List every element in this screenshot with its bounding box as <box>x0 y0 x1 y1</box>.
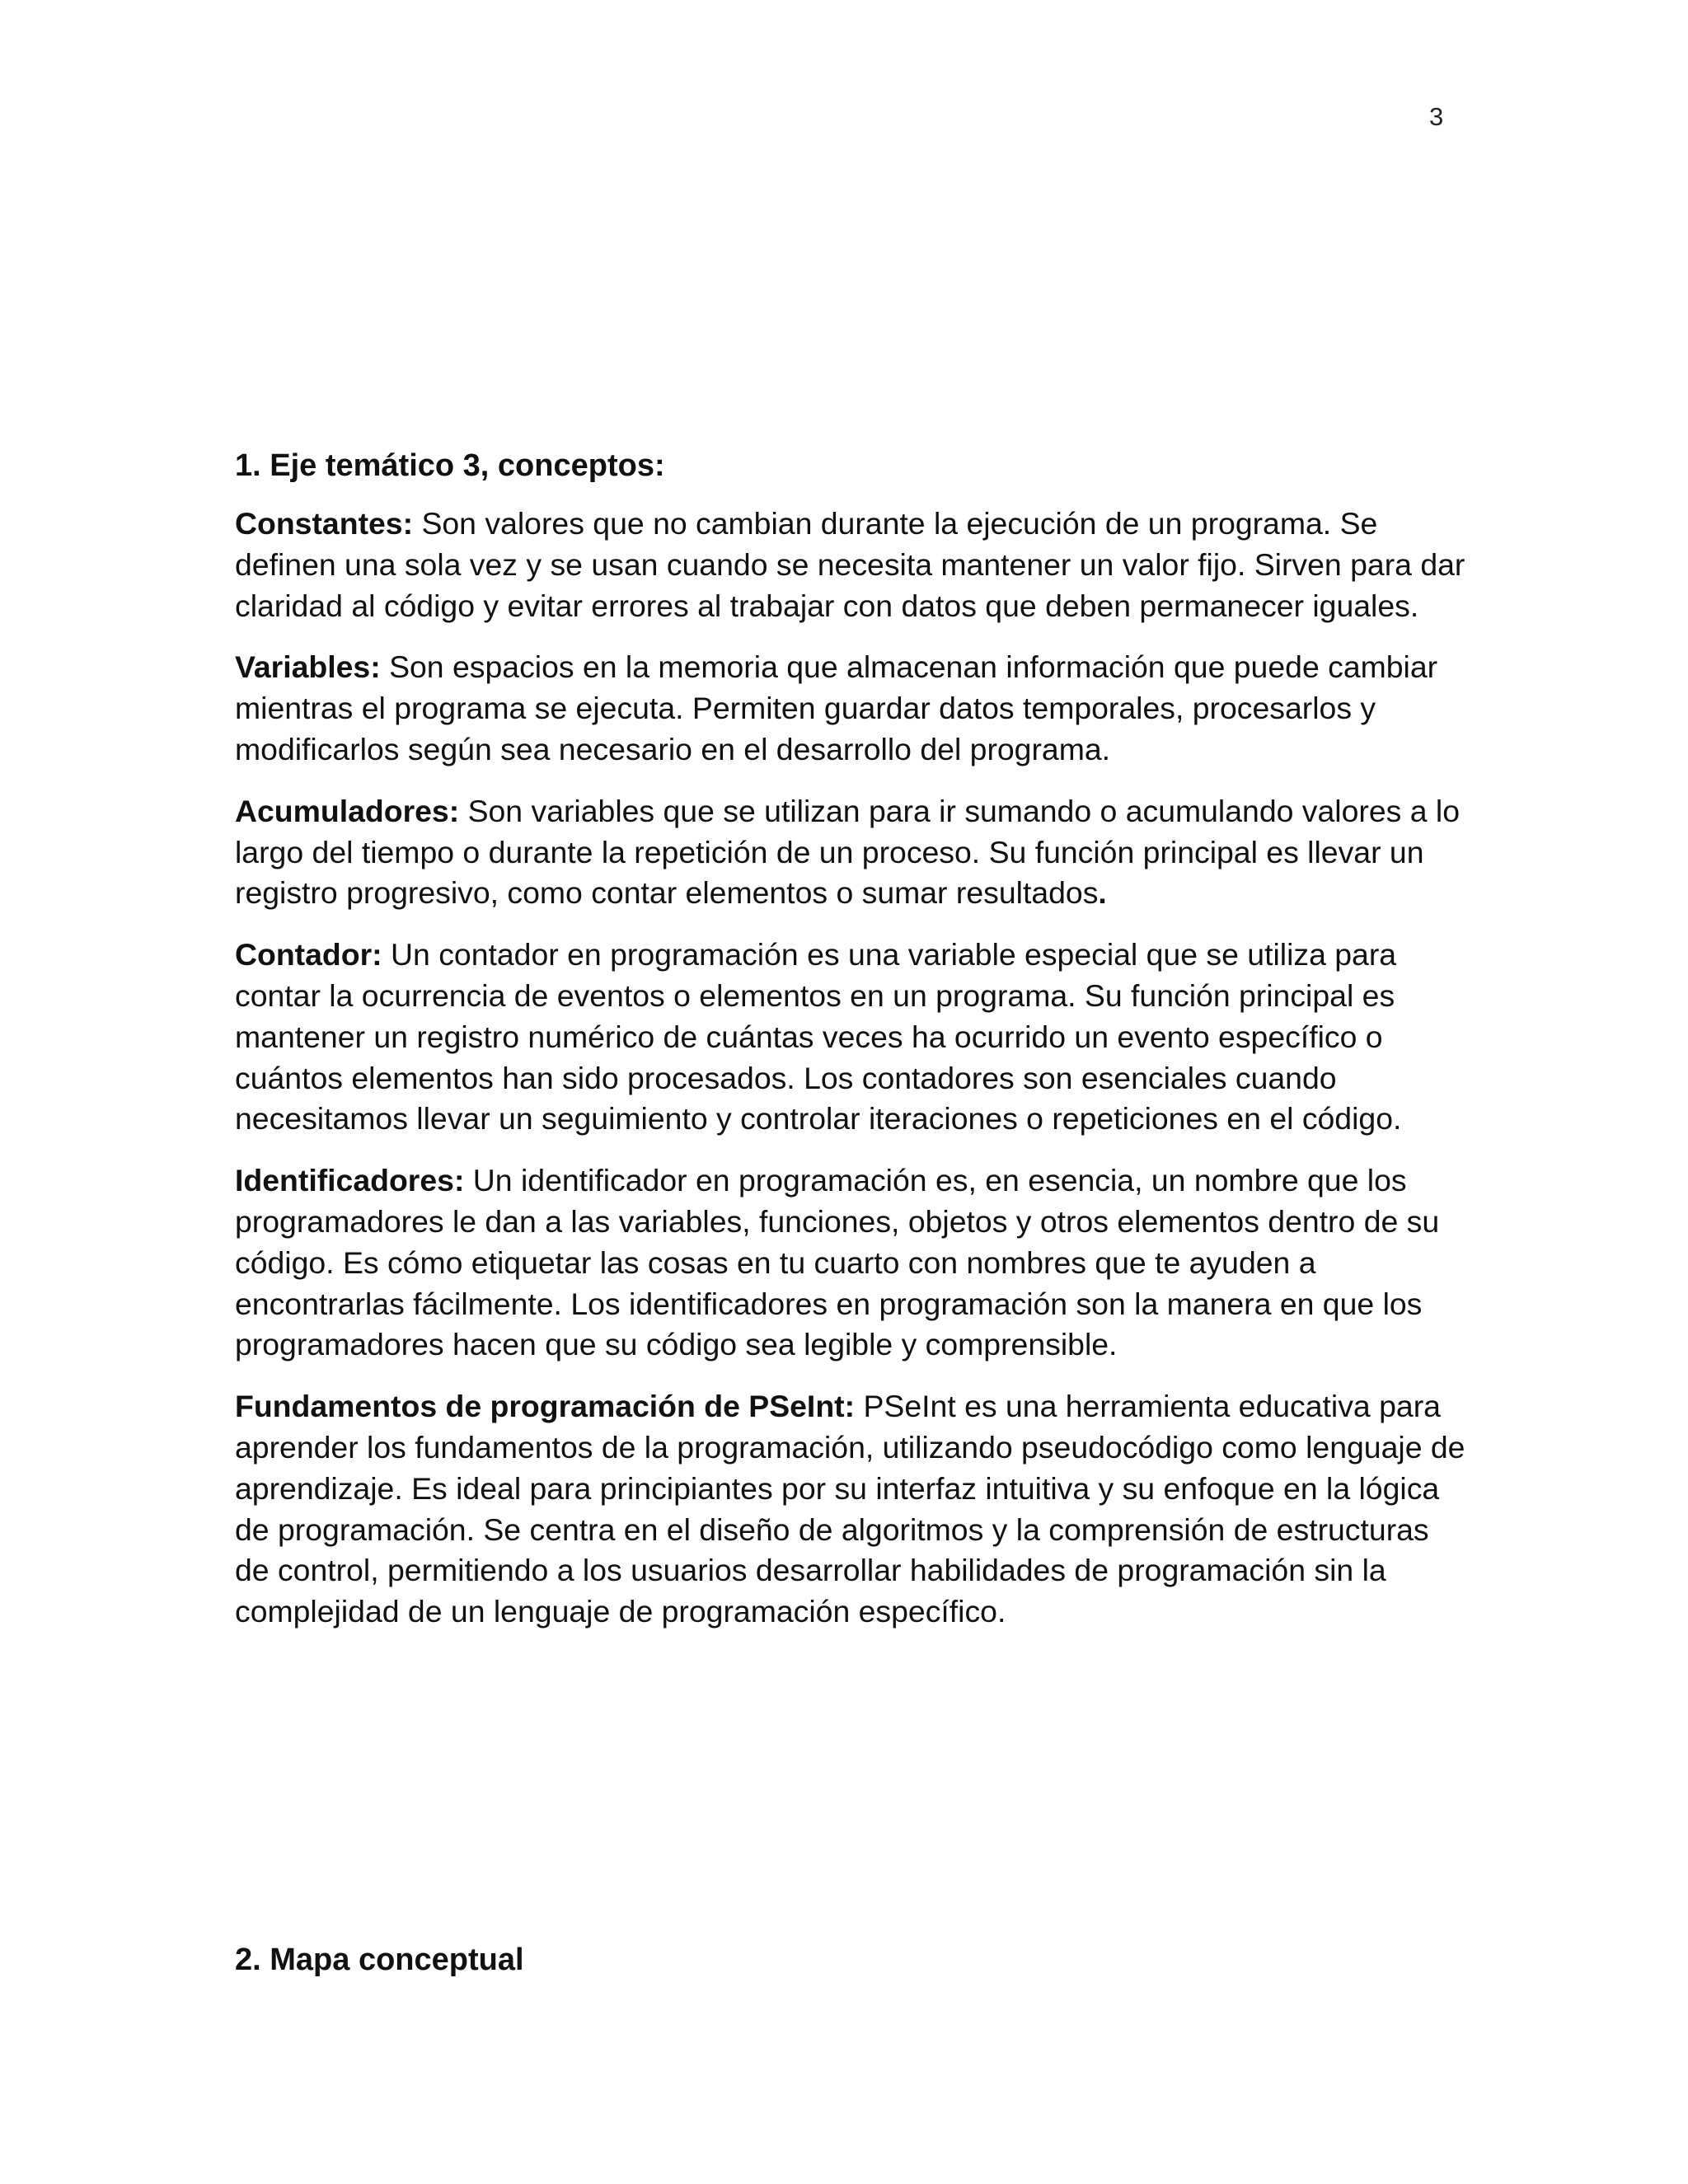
term-label: Variables: <box>235 649 381 685</box>
definition-identificadores <box>235 1160 1471 1366</box>
term-label: Acumuladores: <box>235 793 460 828</box>
definition-contador <box>235 935 1471 1140</box>
definition-text: PSeInt es una herramienta educativa para aprender los fundamentos de la programación, utilizando pseudocódigo como lenguaje de aprendizaje. Es ideal para principiantes por su interfaz intuitiva y su enfoque en la lógica de programación. Se centra en el diseño de algoritmos y la comprensión de estructuras de control, permitiendo a los usuarios desarrollar habilidades de programación sin la complejidad de un lenguaje de programación específico. <box>235 1389 1465 1629</box>
definition-text: Un identificador en programación es, en esencia, un nombre que los programadores le dan a las variables, funciones, objetos y otros elementos dentro de su código. Es cómo etiquetar las cosas en tu cuarto con nombres que te ayuden a encontrarlas fácilmente. Los identificadores en programación son la manera en que los programadores hacen que su código sea legible y comprensible. <box>235 1163 1440 1362</box>
definition-pseint <box>235 1386 1471 1633</box>
definition-text: Son valores que no cambian durante la ejecución de un programa. Se definen una sola vez y se usan cuando se necesita mantener un valor fijo. Sirven para dar claridad al código y evitar errores al trabajar con datos que deben permanecer iguales. <box>235 506 1465 623</box>
section-heading-mapa-conceptual: 2. Mapa conceptual <box>235 1943 524 1977</box>
term-label: Identificadores: <box>235 1163 465 1198</box>
definition-variables <box>235 647 1471 770</box>
document-body <box>235 445 1471 1653</box>
definition-text: Son espacios en la memoria que almacenan información que puede cambiar mientras el programa se ejecuta. Permiten guardar datos temporales, procesarlos y modificarlos según sea necesario en el desarrollo del programa. <box>235 649 1438 766</box>
definition-constantes <box>235 504 1471 626</box>
section-heading-conceptos: 1. Eje temático 3, conceptos: <box>235 448 665 483</box>
term-label: Contador: <box>235 937 382 972</box>
definition-text: Son variables que se utilizan para ir sumando o acumulando valores a lo largo del tiempo o durante la repetición de un proceso. Su función principal es llevar un registro progresivo, como contar elementos o sumar resultados <box>235 793 1461 911</box>
term-label: Constantes: <box>235 506 414 541</box>
term-label: Fundamentos de programación de PSeInt: <box>235 1389 856 1424</box>
definition-text: Un contador en programación es una variable especial que se utiliza para contar la ocurrencia de eventos o elementos en un programa. Su función principal es mantener un registro numérico de cuántas veces ha ocurrido un evento específico o cuántos elementos han sido procesados. Los contadores son esenciales cuando necesitamos llevar un seguimiento y controlar iteraciones o repeticiones en el código. <box>235 937 1402 1137</box>
definition-acumuladores <box>235 791 1471 914</box>
definition-period: . <box>1098 875 1107 911</box>
page-number: 3 <box>1429 102 1444 131</box>
